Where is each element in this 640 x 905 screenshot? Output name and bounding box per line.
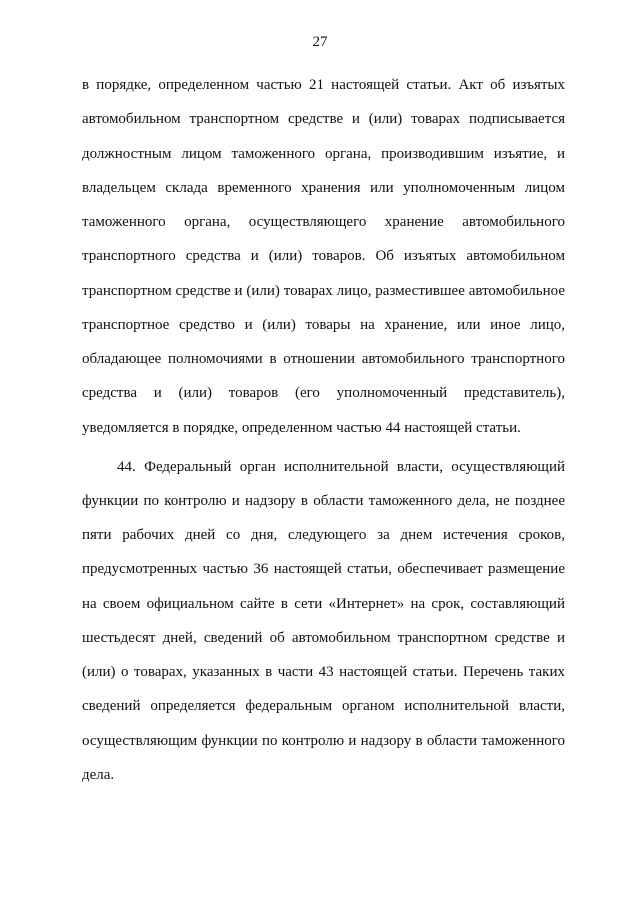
text-line: на своем официальном сайте в сети «Интернет» на срок, составляющий [82, 596, 565, 612]
text-line: сведений определяется федеральным органом исполнительной власти, [82, 698, 565, 714]
text-line: шестьдесят дней, сведений об автомобильном транспортном средстве и [82, 630, 565, 646]
text-line: в порядке, определенном частью 21 настоящей статьи. Акт об изъятых [82, 77, 565, 93]
text-line: уведомляется в порядке, определенном частью 44 настоящей статьи. [82, 420, 521, 436]
text-line: функции по контролю и надзору в области таможенного дела, не позднее [82, 493, 565, 509]
text-line: дела. [82, 767, 115, 783]
text-line: предусмотренных частью 36 настоящей статьи, обеспечивает размещение [82, 561, 565, 577]
text-line: владельцем склада временного хранения или уполномоченным лицом [82, 180, 565, 196]
text-line: должностным лицом таможенного органа, производившим изъятие, и [82, 146, 565, 162]
text-line: средства и (или) товаров (его уполномоченный представитель), [82, 385, 565, 401]
text-line: таможенного органа, осуществляющего хранение автомобильного [82, 214, 565, 230]
text-line: транспортном средстве и (или) товарах лицо, разместившее автомобильное [82, 283, 565, 299]
text-line: пяти рабочих дней со дня, следующего за днем истечения сроков, [82, 527, 565, 543]
text-line: 44. Федеральный орган исполнительной власти, осуществляющий [117, 459, 565, 475]
text-line: (или) о товарах, указанных в части 43 настоящей статьи. Перечень таких [82, 664, 565, 680]
text-line: транспортного средства и (или) товаров. Об изъятых автомобильном [82, 248, 565, 264]
text-line: транспортное средство и (или) товары на хранение, или иное лицо, [82, 317, 565, 333]
text-line: обладающее полномочиями в отношении автомобильного транспортного [82, 351, 565, 367]
page-number: 27 [312, 34, 328, 50]
text-line: автомобильном транспортном средстве и (или) товарах подписывается [82, 111, 565, 127]
text-line: осуществляющим функции по контролю и надзору в области таможенного [82, 733, 565, 749]
